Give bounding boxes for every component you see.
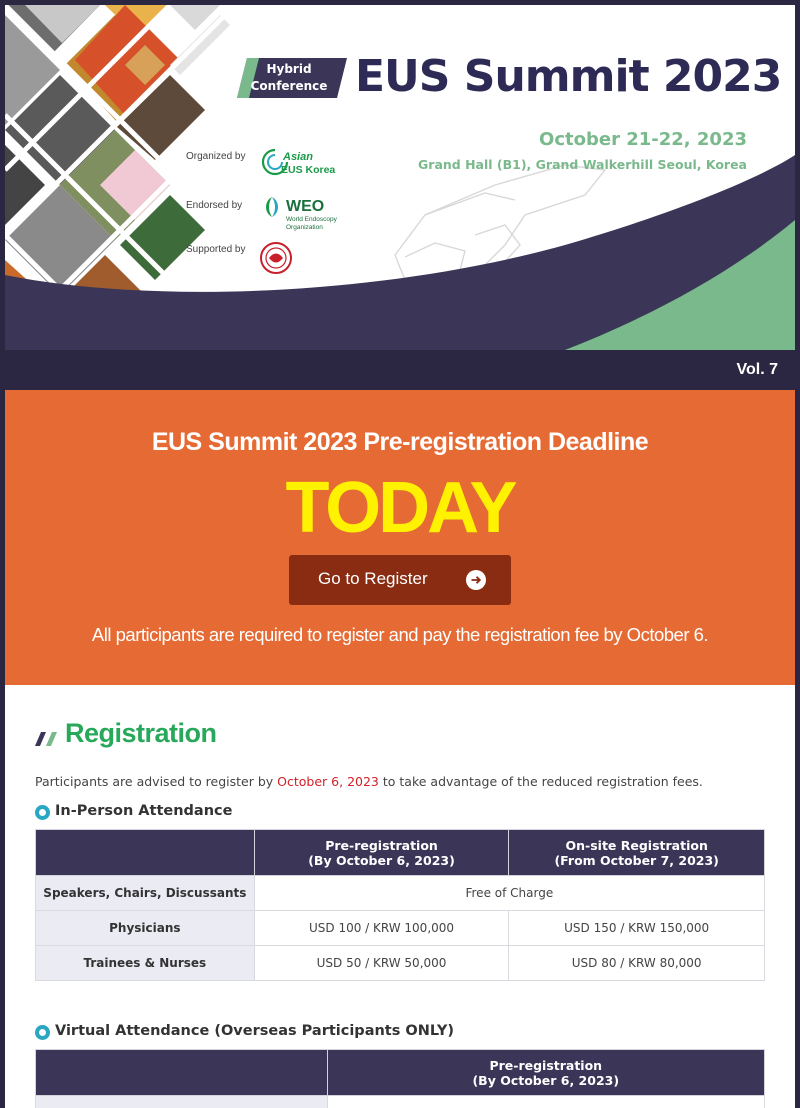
hero-title: EUS Summit 2023 [355, 51, 782, 102]
circle-bullet-icon [35, 1025, 50, 1040]
table-row [36, 876, 765, 911]
table-header-empty [36, 830, 255, 876]
arrow-right-icon [466, 570, 486, 590]
organizer-logo-line-1: Asian [283, 151, 313, 163]
weo-logo-icon [260, 195, 284, 219]
supported-label: Supported by [186, 244, 246, 255]
deadline-title: EUS Summit 2023 Pre-registration Deadline [151, 428, 649, 456]
intro-text-before: Participants are advised to register by [35, 774, 278, 789]
circle-bullet-icon [35, 805, 50, 820]
row-label: Physicians [36, 911, 255, 946]
header-line-2: (From October 7, 2023) [554, 852, 719, 868]
table-header-empty [36, 1050, 328, 1096]
row-label: Trainees & Nurses [36, 946, 255, 981]
row-label: Speakers, Chairs, Discussants [36, 876, 255, 911]
event-venue: Grand Hall (B1), Grand Walkerhill Seoul, Korea [418, 157, 747, 172]
intro-text-after: to take advantage of the reduced registration fees. [378, 774, 703, 789]
table-header-pre [254, 830, 509, 876]
table-row [36, 1096, 765, 1108]
pre-fee-cell: USD 50 / KRW 50,000 [254, 946, 509, 981]
table-header-onsite [509, 830, 765, 876]
pre-fee-cell [327, 1096, 764, 1108]
virtual-heading-text: Virtual Attendance (Overseas Participants ONLY) [55, 1023, 454, 1039]
deadline-banner [5, 390, 795, 685]
volume-number: Vol. 7 [736, 361, 778, 378]
header-line-1: Pre-registration [325, 837, 438, 853]
endorser-logo-line-3: Organization [286, 224, 323, 231]
register-button-label: Go to Register [318, 569, 428, 588]
section-title: Registration [65, 718, 217, 748]
in-person-heading-text: In-Person Attendance [55, 803, 233, 819]
hero-banner [5, 5, 795, 350]
header-line-2: (By October 6, 2023) [308, 852, 455, 868]
table-header-row [36, 830, 765, 876]
deadline-note: All participants are required to register and pay the registration fee by October 6. [91, 624, 709, 645]
merged-cell: Free of Charge [254, 876, 764, 911]
row-label [36, 1096, 328, 1108]
virtual-fee-table [35, 1049, 765, 1108]
supporter-seal-icon [259, 241, 293, 275]
endorser-logo-line-1: WEO [286, 198, 325, 215]
header-line-2: (By October 6, 2023) [472, 1072, 620, 1088]
hybrid-badge [237, 58, 347, 98]
endorser-logo-line-2: World Endoscopy [286, 216, 337, 223]
event-date: October 21-22, 2023 [539, 129, 747, 150]
table-header-pre [327, 1050, 764, 1096]
hybrid-line-1: Hybrid [266, 62, 312, 76]
in-person-fee-table [35, 829, 765, 981]
header-line-1: Pre-registration [489, 1057, 603, 1073]
hybrid-line-2: Conference [250, 79, 328, 93]
organizer-logo-line-2: EUS Korea [281, 164, 336, 176]
go-to-register-button[interactable] [289, 555, 511, 605]
deadline-highlight: TODAY [285, 468, 515, 548]
intro-date-highlight: October 6, 2023 [277, 774, 379, 789]
table-header-row [36, 1050, 765, 1096]
endorser-logo-subtitle [286, 216, 356, 232]
onsite-fee-cell: USD 150 / KRW 150,000 [509, 911, 765, 946]
registration-section [5, 685, 795, 1108]
onsite-fee-cell: USD 80 / KRW 80,000 [509, 946, 765, 981]
organized-label: Organized by [186, 151, 246, 162]
table-row [36, 911, 765, 946]
table-row [36, 946, 765, 981]
double-slash-icon [35, 732, 59, 746]
endorsed-label: Endorsed by [186, 200, 243, 211]
pre-fee-cell: USD 100 / KRW 100,000 [254, 911, 509, 946]
registration-intro [35, 774, 703, 789]
header-line-1: On-site Registration [565, 837, 708, 853]
